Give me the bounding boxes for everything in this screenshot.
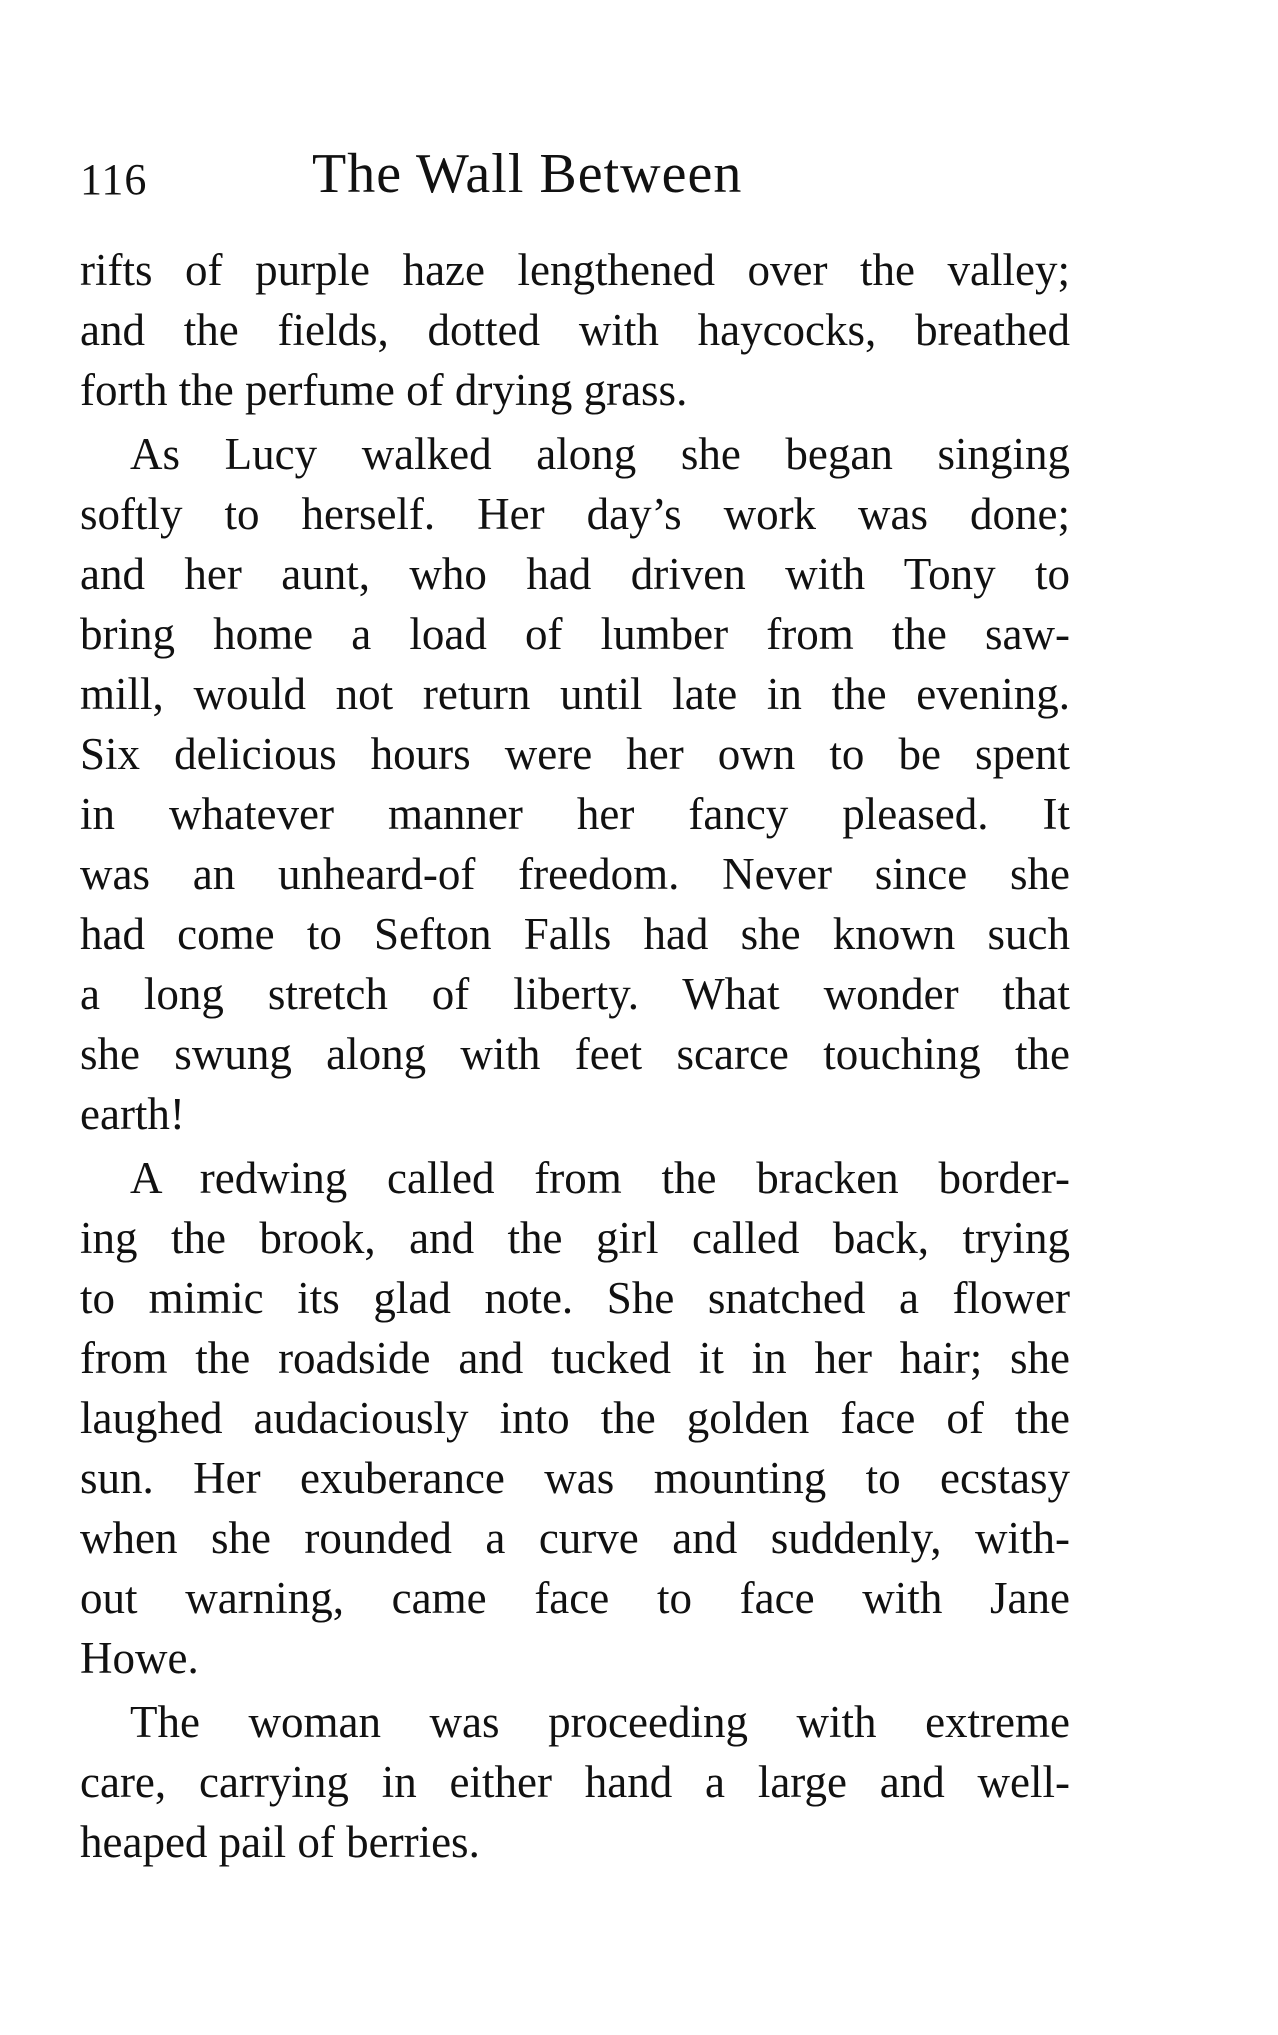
- paragraph: [80, 424, 1070, 1144]
- text-line: had come to Sefton Falls had she known such: [80, 909, 1070, 959]
- paragraph: [80, 1692, 1070, 1872]
- text-line: in whatever manner her fancy pleased. It: [80, 789, 1070, 839]
- paragraph: [80, 240, 1070, 420]
- text-line: A redwing called from the bracken border-: [130, 1153, 1070, 1203]
- text-line: Howe.: [80, 1633, 199, 1683]
- text-line: heaped pail of berries.: [80, 1817, 480, 1867]
- text-line: sun. Her exuberance was mounting to ecstasy: [80, 1453, 1070, 1503]
- running-title: The Wall Between: [312, 143, 743, 205]
- text-line: a long stretch of liberty. What wonder that: [80, 969, 1070, 1019]
- text-line: bring home a load of lumber from the saw-: [80, 609, 1070, 659]
- text-line: laughed audaciously into the golden face of the: [80, 1393, 1070, 1443]
- text-line: was an unheard-of freedom. Never since she: [80, 849, 1070, 899]
- text-line: to mimic its glad note. She snatched a flower: [80, 1273, 1070, 1323]
- text-line: rifts of purple haze lengthened over the valley;: [80, 245, 1070, 295]
- text-line: care, carrying in either hand a large and well-: [80, 1757, 1070, 1807]
- text-line: mill, would not return until late in the evening.: [80, 669, 1070, 719]
- text-line: The woman was proceeding with extreme: [130, 1697, 1070, 1747]
- text-line: forth the perfume of drying grass.: [80, 365, 688, 415]
- text-line: ing the brook, and the girl called back, trying: [80, 1213, 1070, 1263]
- text-line: softly to herself. Her day’s work was done;: [80, 489, 1070, 539]
- running-head: [80, 142, 1080, 222]
- text-line: when she rounded a curve and suddenly, with-: [80, 1513, 1070, 1563]
- text-line: Six delicious hours were her own to be spent: [80, 729, 1070, 779]
- paragraph: [80, 1148, 1070, 1688]
- text-line: from the roadside and tucked it in her hair; she: [80, 1333, 1070, 1383]
- text-line: earth!: [80, 1089, 185, 1139]
- text-line: and the fields, dotted with haycocks, breathed: [80, 305, 1070, 355]
- text-line: she swung along with feet scarce touching the: [80, 1029, 1070, 1079]
- body-text: [80, 240, 1070, 1872]
- text-line: and her aunt, who had driven with Tony to: [80, 549, 1070, 599]
- text-line: out warning, came face to face with Jane: [80, 1573, 1070, 1623]
- page-number: 116: [80, 155, 148, 204]
- text-line: As Lucy walked along she began singing: [130, 429, 1070, 479]
